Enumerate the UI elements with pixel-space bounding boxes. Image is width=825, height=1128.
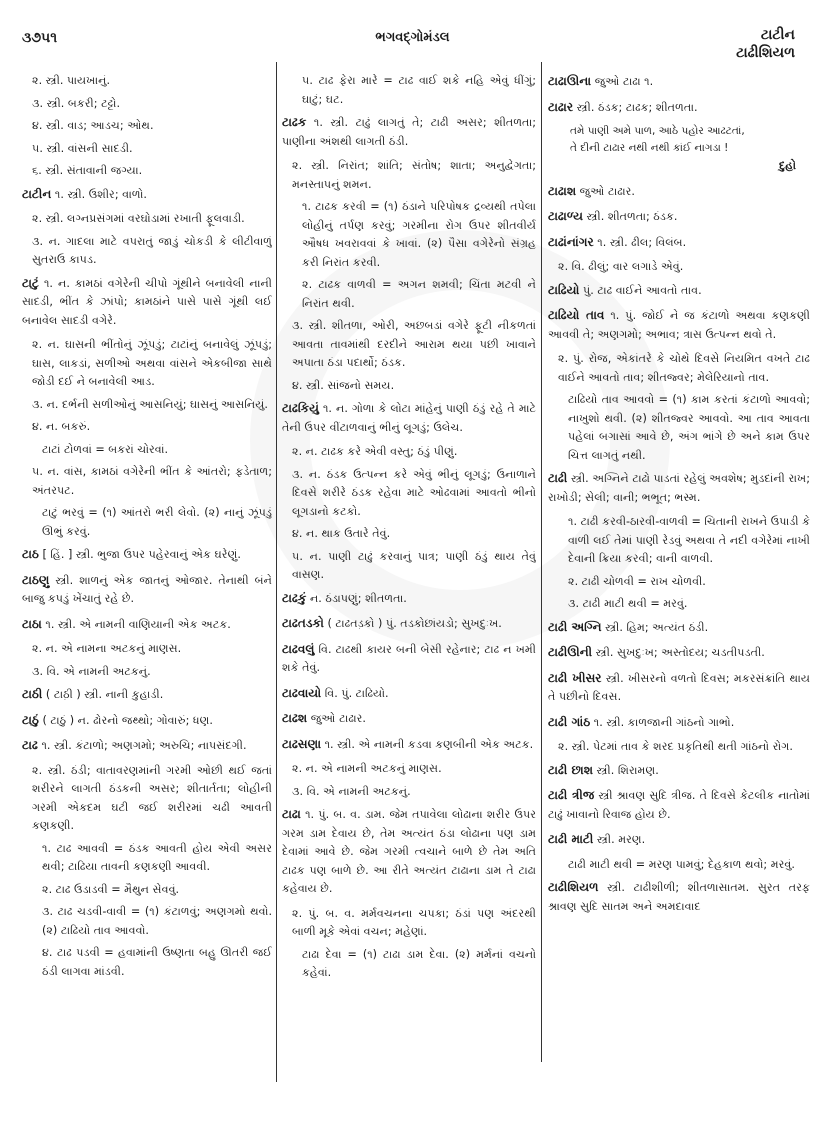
dictionary-entry: [282, 640, 536, 678]
dictionary-entry: [548, 669, 810, 707]
definition-text: ૧. ન. ગોળા કે લોટા માંહેનું પાણી ઠંડું રહે તે માટે તેની ઉપર વીંટાળવાનું ભીનું લૂગડું; ઉલેચ.: [282, 402, 536, 434]
sense-definition: ૫. સ્ત્રી. વાંસની સાદડી.: [32, 141, 133, 155]
definition-text: ૧. સ્ત્રી. ટાઢું લાગતું તે; ટાઢી અસર; શીતળતા; પાણીના અંશથી લાગતી ઠંડી.: [282, 116, 536, 148]
definition-text: સ્ત્રી. શીતળતા; ઠંડક.: [586, 210, 678, 223]
headword: ટાઢી માટી: [548, 832, 594, 846]
sense-definition: ૪. સ્ત્રી. સાંજનો સમય.: [292, 378, 395, 392]
definition-text: ૧. સ્ત્રી. કાળજાની ગાંઠનો ગાભો.: [593, 715, 735, 729]
sense-definition: ૨. ન. એ નામની અટકનું માણસ.: [292, 762, 442, 775]
definition-text: સ્ત્રી. અગ્નિને ટાઢો પાડતાં રહેલું અવશેષ; મુડદાંની રાખ; રાખોડી; સેલી; વાની; ભભૂત; ભસ્મ.: [548, 472, 810, 504]
definition-text: ૧. પું. બ. વ. ડામ. જેમ તપાવેલા લોઢાના શરીર ઉપર ગરમ ડામ દેવાય છે, તેમ અત્યંત ઠંડા લોઢાના પણ ડામ દેવામાં આવે છે. જેમ ગરમી ત્વચાને બાળે છે તેમ અતિ ટાઢક પણ બાળે છે. આ રીતે અત્યંત ટાઢાના ડામ તે ટાઢા કહેવાય છે.: [282, 808, 536, 895]
dictionary-entry: [548, 830, 810, 850]
definition-text: ન. ઠંડાપણું; શીતળતા.: [309, 591, 407, 605]
definition-text: ( ટાઠ઼ી ) સ્ત્રી. નાની કુહાડી.: [45, 688, 164, 701]
dictionary-entry: [282, 709, 536, 729]
headword: ટાઢાર: [548, 99, 574, 114]
sense-definition: ૪. ન. થાક ઉતારે તેવું.: [292, 527, 391, 540]
page-header: [0, 0, 825, 70]
idiom-definition: ૨. ટાઢક વાળવી = અગન શમવી; ચિંતા મટવી ને નિરાંત થવી.: [302, 278, 536, 310]
definition-text: વિ. પું. ટાઢિયો.: [324, 686, 389, 700]
dictionary-entry: [282, 735, 536, 755]
headword: ટાઢશ: [282, 711, 308, 725]
dictionary-entry: [22, 615, 272, 635]
verse-line: તે દીની ટાઢાર નથી નથી કાંઈ નાગડા !: [570, 142, 729, 154]
idiom-definition: ટાઢી માટી થવી = મરણ પામવું; દેહકાળ થવો; મરવું.: [568, 857, 795, 871]
headword: ટાઢવાયો: [282, 685, 322, 700]
dictionary-entry: [548, 182, 810, 202]
dictionary-entry: [22, 736, 272, 756]
headword: ટાઢક: [282, 115, 307, 129]
definition-text: સ્ત્રી. ઠંડક; ટાઢક; શીતળતા.: [576, 100, 698, 114]
sense-definition: ૩. સ્ત્રી. બકરી; ટટ્ટો.: [32, 96, 121, 110]
headword: ટાઢાંનાંગર: [548, 234, 594, 249]
guide-word-last: ટાઢીશિયળ: [736, 45, 795, 61]
definition-text: ૧. પું. જોઈ ને જ કંટાળો અથવા કણકણી આવવી તે; અણગમો; અભાવ; ત્રાસ ઉત્પન્ન થવો તે.: [548, 309, 810, 341]
headword: ટાઢી ત્રીજ: [548, 788, 595, 802]
headword: ટાઢીશિયળ: [548, 880, 599, 894]
definition-text: ૧. સ્ત્રી. ઢીલ; વિલંબ.: [597, 235, 687, 249]
definition-text: જુઓ ટાઢા ૧.: [594, 75, 654, 88]
idiom-definition: ટાઢિયો તાવ આવવો = (૧) કામ કરતાં કંટાળો આવવો; નાખુશો થવી. (૨) શીતજ્વર આવવો. આ તાવ આવતા પહેલાં બગાસાં આવે છે, અંગ ભાંગે છે અને કામ ઉપર ચિત્ત લાગતું નથી.: [568, 393, 810, 462]
definition-text: જુઓ ટાઢાર.: [310, 712, 366, 725]
sense-definition: ૫. ન. વાંસ, કામઠાં વગેરેની ભીંત કે આંતરો; ફડેતાળ; અંતરપટ.: [32, 465, 272, 497]
definition-text: પું. ટાઢ વાઈને આવતો તાવ.: [583, 283, 702, 297]
dictionary-entry: [22, 185, 272, 205]
dictionary-entry: [548, 469, 810, 507]
dictionary-entry: [548, 713, 810, 733]
definition-text: ૧. સ્ત્રી. ઉશીર; વાળો.: [54, 187, 147, 201]
verse-source: દુહો: [778, 159, 796, 172]
idiom-definition: ટાઢા દેવા = (૧) ટાઢા ડામ દેવા. (૨) મર્મનાં વચનો કહેવાં.: [302, 947, 536, 979]
verse-line: તમે પાણી અમે પાળ, આઠે પહોર આઢટતાં,: [570, 125, 745, 137]
dictionary-entry: [548, 618, 810, 638]
column-divider: [276, 62, 277, 1082]
headword: ટાઢી અગ્નિ: [548, 619, 602, 634]
headword: ટાઠ: [22, 547, 39, 561]
definition-text: સ્ત્રી. ટાઢીશીળી; શીતળાસાતમ. સુરત તરફ શ્રાવણ સુદિ સાતમ અને અમદાવાદ: [548, 881, 810, 913]
idiom-definition: ૧. ટાઢ આવવી = ઠંડક આવતી હોય એવી અસર થવી; ટાઢિયા તાવની કણકણી આવવી.: [42, 841, 272, 873]
idiom-definition: ટાટાં ટોળવાં = બકરાં ચોરવાં.: [42, 442, 169, 456]
dictionary-entry: [548, 761, 810, 781]
dictionary-entry: [282, 113, 536, 151]
sense-definition: ૨. સ્ત્રી. પેટમાં તાવ કે શરદ પ્રકૃતિથી થતી ગાંઠનો રોગ.: [558, 740, 793, 753]
dictionary-entry: [548, 72, 810, 92]
column-2: [282, 72, 536, 1108]
dictionary-entry: [548, 878, 810, 916]
headword: ટાઠું: [22, 712, 39, 727]
idiom-definition: ૫. ટાઢ ફેરા મારે = ટાઢ વાઈ શકે નહિ એવું ધીંગું; ઘાટું; ઘટ.: [302, 74, 536, 106]
dictionary-entry: [548, 207, 810, 227]
headword: ટાઢી ખીસર: [548, 670, 602, 685]
dictionary-entry: [548, 306, 810, 344]
dictionary-entry: [548, 233, 810, 253]
idiom-definition: ૨. ટાઢી ચોળવી = રાખ ચોળવી.: [568, 574, 706, 588]
definition-text: સ્ત્રી શ્રાવણ સુદિ ત્રીજ. તે દિવસે કેટલીક નાતોમાં ટાઢું ખાવાનો રિવાજ હોય છે.: [548, 789, 810, 821]
dictionary-entry: [22, 545, 272, 565]
headword: ટાઢાશ: [548, 183, 577, 198]
definition-text: ( ટાઠ઼ું ) ન. ઢોરનો જથ્થો; ગોવારું; ધણ.: [42, 713, 213, 727]
sense-definition: ૨. સ્ત્રી. લગ્નપ્રસંગમાં વરઘોડામાં રખાતી ફૂલવાડી.: [32, 212, 245, 225]
headword: ટાઢકું: [282, 590, 307, 605]
idiom-definition: ૧. ટાઢી કરવી-ઠારવી-વાળવી = ચિતાની રાખને ઉપાડી કે વાળી લઈ તેમાં પાણી રેડવું અથવા તે નદી વગેરેમાં નાખી દેવાની ક્રિયા કરવી; વાની વાળવી.: [568, 515, 810, 565]
sense-definition: ૩. ન. ઠંડક ઉત્પન્ન કરે એવું ભીનું લૂગડું; ઉનાળાને દિવસે શરીરે ઠંડક રહેવા માટે ઓઢવામાં આવતો ભીનો લૂગડાનો કટકો.: [292, 467, 536, 518]
definition-text: સ્ત્રી. હિમ; અત્યંત ઠંડી.: [605, 620, 709, 634]
dictionary-entry: [282, 589, 536, 609]
idiom-definition: ૨. ટાઢ ઉડાડવી = મૈથુન સેવવું.: [42, 882, 180, 896]
headword: ટાઢી ગાંઠ: [548, 714, 591, 729]
sense-definition: ૪. સ્ત્રી. વાડ; આડચ; ઓથ.: [32, 119, 154, 132]
sense-definition: ૨. સ્ત્રી. ઠંડી; વાતાવરણમાંની ગરમી ઓછી થઈ જતાં શરીરને લાગતી ઠંડકની અસર; શીતાર્તતા; લોહીની ગરમી એકદમ ઘટી જઈ શરીરમાં ચઢી આવતી કણકણી.: [32, 763, 272, 832]
headword: ટાઢકિયું: [282, 401, 319, 415]
sense-definition: ૩. સ્ત્રી. શીતળા, ઓરી, અછબડાં વગેરે ફૂટી નીકળતાં આવતા તાવમાંથી દરદીને આરામ થયા પછી ખાવાને અપાતા ઠંડા પદાર્થો; ઠંડક.: [292, 319, 536, 369]
idiom-definition: ૩. ટાઢી માટી થવી = મરવું.: [568, 597, 688, 610]
guide-words: [736, 26, 795, 62]
column-1: [22, 72, 272, 1108]
sense-definition: ૨. ન. ઘાસની ભીંતોનું ઝૂંપડું; ટાટાંનું બનાવેલું ઝૂંપડું; ઘાસ, લાકડાં, સળીઓ અથવા વાંસને એકબીજા સાથે જોડી દઈ ને બનાવેલી આડ.: [32, 338, 272, 388]
guide-word-first: ટાટીન: [760, 27, 795, 43]
definition-text: સ્ત્રી. સુખદુઃખ; અસ્તોદય; ચડતીપડતી.: [595, 646, 765, 659]
definition-text: ( ટાઢતડ઼કો ) પું. તડકોછાંયડો; સુખદુઃખ.: [327, 617, 502, 630]
dictionary-entry: [548, 98, 810, 118]
dictionary-entry: [22, 274, 272, 331]
definition-text: સ્ત્રી. મરણ.: [596, 833, 646, 846]
headword: ટાઢીઊની: [548, 645, 593, 659]
definition-text: વિ. ટાઢથી કાયર બની બેસી રહેનાર; ટાઢ ન ખમી શકે તેવું.: [282, 642, 536, 674]
dictionary-entry: [548, 786, 810, 824]
sense-definition: ૩. ન. દર્ભની સળીઓનું આસનિયું; ઘાસનું આસનિયું.: [32, 397, 268, 411]
headword: ટાઢસણા: [282, 736, 322, 751]
dictionary-entry: [282, 805, 536, 899]
sense-definition: ૬. સ્ત્રી. સંતાવાની જગ્યા.: [32, 164, 143, 177]
headword: ટાઢી છાશ: [548, 762, 593, 777]
idiom-definition: ૪. ટાઢ પડવી = હવામાંની ઉષ્ણતા બહુ ઊતરી જઈ ઠંડી લાગવા માંડવી.: [42, 946, 272, 978]
column-divider: [541, 62, 542, 1062]
headword: ટાઢાળ્ય: [548, 209, 583, 223]
definition-text: ૧. સ્ત્રી. એ નામની વાણિયાની એક અટક.: [45, 617, 231, 631]
sense-definition: ૪. ન. બકરું.: [32, 420, 91, 433]
dictionary-entry: [22, 571, 272, 609]
sense-definition: ૨. ન. ટાઢક કરે એવી વસ્તુ; ઠંડું પીણું.: [292, 445, 458, 458]
headword: ટાઢિયો તાવ: [548, 308, 605, 322]
definition-text: [ હિં. ] સ્ત્રી. ભુજા ઉપર પહેરવાનું એક ઘરેણું.: [42, 548, 241, 561]
definition-text: સ્ત્રી. શિરામણ.: [596, 763, 659, 777]
dictionary-entry: [282, 614, 536, 634]
headword: ટાઢાઊના: [548, 74, 592, 88]
idiom-definition: ૩. ટાઢ ચડવી-વાવી = (૧) કંટાળવું; અણગમો થવો. (૨) ટાઢિયો તાવ આવવો.: [42, 905, 272, 937]
sense-definition: ૫. ન. પાણી ટાઢું કરવાનું પાત્ર; પાણી ઠંડું થાય તેવું વાસણ.: [292, 549, 536, 581]
definition-text: ૧. સ્ત્રી. કંટાળો; અણગમો; અરુચિ; નાપસંદગી.: [41, 739, 247, 752]
sense-definition: ૩. ન. ગાદલા માટે વપરાતું જાડું ચોકડી કે લીટીવાળું સુતરાઉ કાપડ.: [32, 234, 272, 266]
sense-definition: ૨. પું. રોજ, એકાંતરે કે ચોથે દિવસે નિયમિત વખતે ટાઢ વાઈને આવતો તાવ; શીતજ્વર; મેલેરિયાનો તાવ.: [558, 352, 810, 384]
sense-definition: ૨. ન. એ નામના અટકનું માણસ.: [32, 642, 182, 655]
sense-definition: ૩. વિ. એ નામની અટકનું.: [292, 784, 411, 798]
dictionary-entry: [548, 281, 810, 301]
headword: ટાઢતડકો: [282, 616, 324, 630]
idiom-definition: ટાટું ભરવું = (૧) આંતરો ભરી લેવો. (૨) નાનું ઝૂંપડું ઊભું કરવું.: [42, 506, 272, 538]
dictionary-entry: [548, 643, 810, 663]
headword: ટાઢિયો: [548, 282, 580, 297]
definition-text: જુઓ ટાઢાર.: [579, 184, 635, 198]
definition-text: ૧. ન. કામઠાં વગેરેની ચીપો ગૂંથીને બનાવેલી નાની સાદડી, ભીંત કે ઝાંપો; કામઠાંને પાસે પાસે ગૂંથી લઈ બનાવેલ સાદડી વગેરે.: [22, 276, 272, 327]
headword: ટાટું: [22, 275, 39, 290]
sense-definition: ૩. વિ. એ નામની અટકનું.: [32, 664, 151, 678]
headword: ટાઢવલું: [282, 641, 315, 656]
sense-definition: ૨. વિ. ઢીલું; વાર લગાડે એવું.: [558, 260, 684, 273]
dictionary-entry: [22, 685, 272, 705]
definition-text: સ્ત્રી. ખીસરનો વળતો દિવસ; મકરસંક્રાંતિ થાય તે પછીનો દિવસ.: [548, 671, 810, 703]
definition-text: સ્ત્રી. શાળનું એક જાતનું ઓજાર. તેનાથી બંને બાજુ કપડું ખેંચાતું રહે છે.: [22, 573, 272, 605]
verse-quote: [548, 123, 810, 157]
headword: ટાઢી: [548, 471, 568, 485]
definition-text: ૧. સ્ત્રી. એ નામની કડવા કણબીની એક અટક.: [324, 737, 534, 751]
dictionary-entry: [282, 684, 536, 704]
headword: ટાટીન: [22, 186, 52, 201]
idiom-definition: ૧. ટાઢક કરવી = (૧) ઠંડાને પરિપોષક દ્રવ્યથી તપેલા લોહીનું તર્પણ કરવું; ગરમીના રોગ ઉપર શીતવીર્ય ઔષધ ખવરાવવાં કે ખાવાં. (૨) પૈસા વગેરેનો સંગ્રહ કરી નિરાંત કરવી.: [302, 200, 536, 269]
book-title: ભગવદ્ગોમંડલ: [375, 30, 450, 45]
sense-definition: ૨. સ્ત્રી. પાયખાનું.: [32, 74, 111, 87]
headword: ટાઢા: [282, 807, 301, 821]
page-number: ૩૭૫૧: [22, 30, 58, 46]
headword: ટાઠણુ: [22, 572, 50, 587]
headword: ટાઢ: [22, 738, 38, 752]
headword: ટાઠા: [22, 616, 42, 631]
dictionary-entry: [22, 711, 272, 731]
sense-definition: ૨. પું. બ. વ. મર્મવચનના ચપકા; ઠંડાં પણ અંદરથી બાળી મૂકે એવાં વચન; મહેણાં.: [292, 906, 536, 938]
headword: ટાઠી: [22, 687, 43, 701]
column-3: [548, 72, 810, 1108]
dictionary-entry: [282, 399, 536, 437]
sense-definition: ૨. સ્ત્રી. નિરાંત; શાંતિ; સંતોષ; શાતા; અનુદ્વેગતા; મનસ્તાપનું શમન.: [292, 159, 536, 191]
